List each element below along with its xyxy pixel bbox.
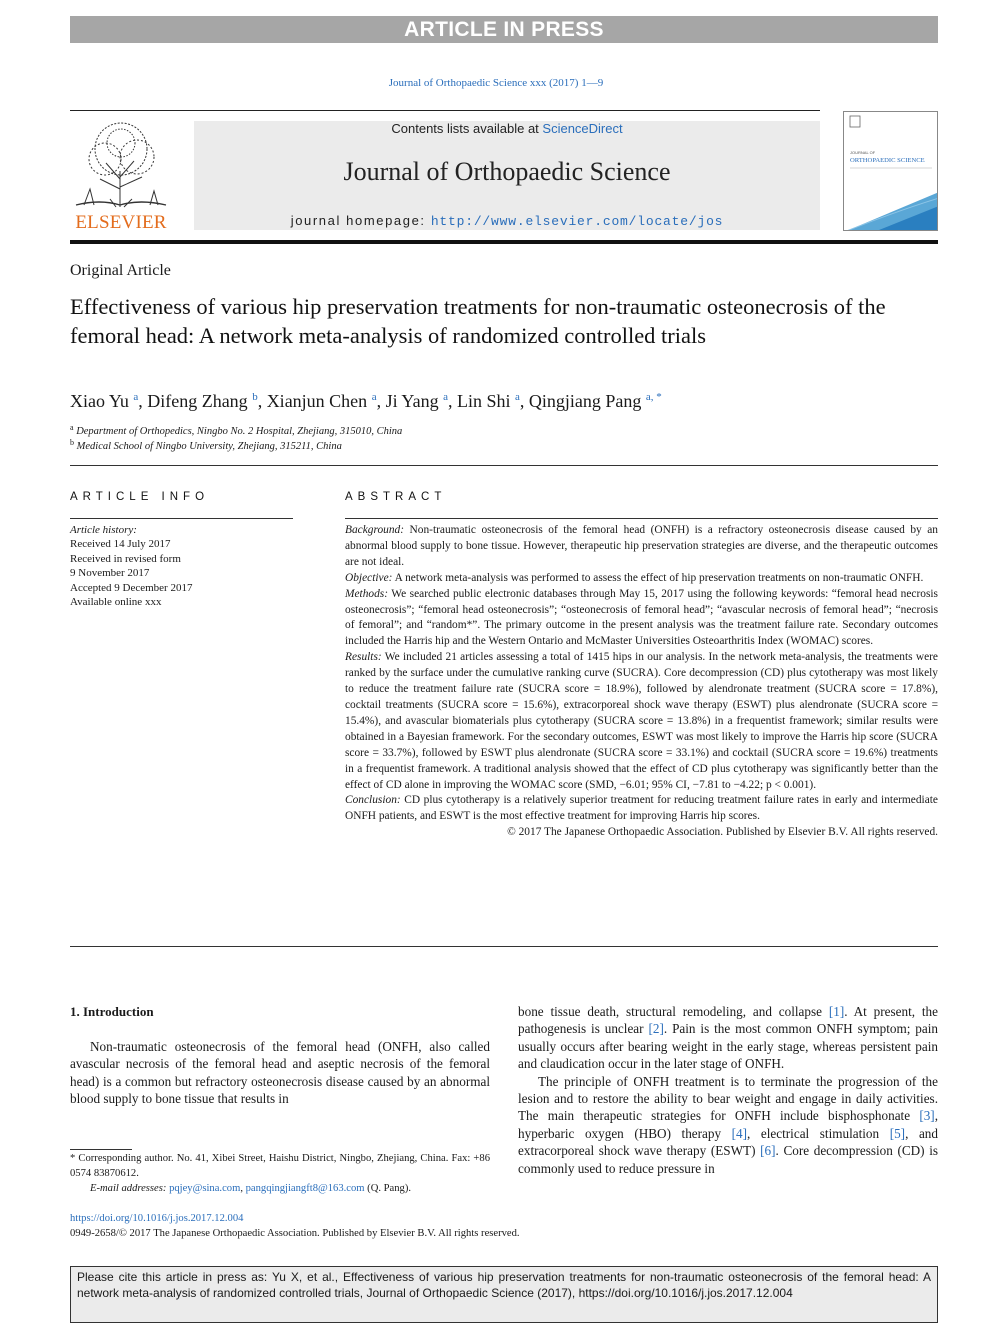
text-run: , hyperbaric oxygen (HBO) therapy bbox=[518, 1108, 938, 1141]
conclusion-text: CD plus cytotherapy is a relatively superior treatment for reducing treatment failure rates in early and intermediate ONFH patients, and ESWT is the most effective treatment for improving Harris hip scores. bbox=[345, 794, 938, 823]
email-link[interactable]: pangqingjiangft8@163.com bbox=[245, 1183, 365, 1194]
affiliation-text: Medical School of Ningbo University, Zhejiang, 315211, China bbox=[76, 441, 342, 452]
text-run: . Core decompression (CD) is commonly used to reduce pressure in bbox=[518, 1143, 939, 1176]
intro-paragraph: Non-traumatic osteonecrosis of the femoral head (ONFH, also called avascular necrosis of the femoral head and aseptic necrosis of the femoral head) is a common but refractory osteonecrosis disease caused by an abnormal blood supply to bone tissue that results in bbox=[70, 1039, 490, 1107]
abstract-heading: ABSTRACT bbox=[345, 491, 447, 503]
elsevier-wordmark: ELSEVIER bbox=[75, 212, 167, 233]
homepage-link[interactable]: http://www.elsevier.com/locate/jos bbox=[430, 214, 724, 229]
citation-link[interactable]: [6] bbox=[760, 1143, 776, 1159]
author-name[interactable]: Xiao Yu bbox=[70, 391, 129, 411]
methods-label: Methods: bbox=[345, 587, 389, 600]
abstract-methods bbox=[345, 587, 938, 651]
history-label: Article history: bbox=[70, 524, 137, 536]
footnote-rule bbox=[70, 1149, 132, 1150]
citation-link[interactable]: [5] bbox=[889, 1125, 906, 1141]
article-in-press-banner: ARTICLE IN PRESS bbox=[70, 16, 938, 43]
journal-masthead bbox=[194, 121, 820, 230]
citation-link[interactable]: [4] bbox=[731, 1125, 748, 1141]
author-affiliation-marker[interactable]: a bbox=[443, 391, 448, 403]
email-line: E-mail addresses: pqjey@sina.com, pangqingjiangft8@163.com (Q. Pang). bbox=[90, 1183, 412, 1194]
email-suffix: (Q. Pang). bbox=[364, 1183, 412, 1194]
article-type: Original Article bbox=[70, 262, 171, 279]
text-run: , electrical stimulation bbox=[747, 1125, 890, 1141]
results-label: Results: bbox=[345, 651, 382, 664]
citation-link[interactable]: [2] bbox=[648, 1021, 664, 1037]
author-affiliation-marker[interactable]: a bbox=[515, 391, 520, 403]
abstract-background bbox=[345, 523, 938, 571]
background-text: Non-traumatic osteonecrosis of the femoral head (ONFH) is a refractory osteonecrosis disease caused by an abnormal blood supply to bone tissue. However, therapeutic hip preservation strategies are diverse, and the therapeutic outcomes are not ideal. bbox=[345, 524, 938, 568]
homepage-line bbox=[194, 213, 820, 229]
citation-link[interactable]: [1] bbox=[828, 1004, 845, 1019]
email-link[interactable]: pqjey@sina.com bbox=[169, 1183, 241, 1194]
article-info-rule bbox=[70, 518, 293, 519]
abstract-divider bbox=[70, 946, 938, 947]
body-column-left bbox=[70, 1038, 490, 1108]
objective-text: A network meta-analysis was performed to assess the effect of hip preservation treatments on non-traumatic ONFH. bbox=[394, 571, 924, 584]
text-run: The principle of ONFH treatment is to terminate the progression of the lesion and to restore the ability to bear weight and engage in daily activities. The main therapeutic strategies for ONFH include bisphosphonate bbox=[518, 1073, 938, 1124]
homepage-prefix: journal homepage: bbox=[290, 213, 431, 228]
email-label: E-mail addresses: bbox=[90, 1183, 167, 1194]
author-affiliation-marker[interactable]: b bbox=[252, 391, 258, 403]
sciencedirect-link[interactable]: ScienceDirect bbox=[542, 121, 623, 136]
abstract-conclusion bbox=[345, 793, 938, 825]
section-heading-introduction: 1. Introduction bbox=[70, 1004, 154, 1019]
article-history bbox=[70, 523, 192, 609]
text-run: , and extracorporeal shock wave therapy (ESWT) bbox=[518, 1125, 938, 1159]
intro-paragraph-continued bbox=[518, 1003, 938, 1073]
history-line: 9 November 2017 bbox=[70, 567, 150, 580]
journal-name: Journal of Orthopaedic Science bbox=[343, 157, 671, 186]
author-name[interactable]: Ji Yang bbox=[385, 391, 439, 411]
abstract-body bbox=[345, 523, 938, 841]
corresponding-author-note: * Corresponding author. No. 41, Xibei Street, Haishu District, Ningbo, Zhejiang, China. Fax: +86 0574 83870612. bbox=[70, 1153, 490, 1179]
abstract-rule bbox=[345, 518, 938, 519]
article-title: Effectiveness of various hip preservation treatments for non-traumatic osteonecrosis of the femoral head: A network meta-analysis of randomized controlled trials bbox=[70, 294, 886, 348]
affiliation-marker: b bbox=[70, 438, 74, 447]
author-list: Xiao Yu $^a$, Difeng Zhang $^b$, Xianjun Chen $^a$, Ji Yang $^a$, Lin Shi $^a$, Qingjiang Pang $^{a, *}$ bbox=[70, 391, 662, 411]
text-run: . Pain is the most common ONFH symptom; pain usually occurs after bearing weight in the early stage, whereas persistent pain and claudication occur in the later stage of ONFH. bbox=[518, 1021, 938, 1072]
author-affiliation-marker[interactable]: a bbox=[133, 391, 139, 403]
author-name[interactable]: Qingjiang Pang bbox=[528, 391, 642, 411]
abstract-objective bbox=[345, 571, 938, 587]
masthead-bottom-rule bbox=[70, 240, 938, 244]
history-line: Accepted 9 December 2017 bbox=[70, 581, 193, 594]
author-affiliation-marker[interactable]: a bbox=[371, 391, 377, 403]
citation-link[interactable]: [3] bbox=[919, 1108, 935, 1124]
results-text: We included 21 articles assessing a total of 1415 hips in our analysis. In the network meta-analysis, the treatments were ranked by the surface under the cumulative ranking curve (SUCRA). Core decompression (CD) plus cytotherapy was most likely to reduce the treatment failure rate (SUCRA score = 18.9%), followed by alendronate treatment (SUCRA score = 17.8%), cocktail treatments (SUCRA score = 15.6%), extracorporeal shock wave therapy (ESWT) plus alendronate (SUCRA score = 15.4%), and avascular biomaterials plus cytotherapy (SUCRA score = 13.8%) in a frequentist framework; similar results were obtained in a Bayesian framework. For the secondary outcomes, ESWT was most likely to improve the Harris hip score (SUCRA score = 33.7%), followed by ESWT plus alendronate (SUCRA score = 33.1%) and cocktail (SUCRA score = 19.6%) treatments in a frequentist framework. A traditional analysis showed that the effect of CD plus cytotherapy was significantly better than the effect of CD alone in improving the WOMAC score (SMD, −6.01; 95% CI, −7.81 to −4.22; p < 0.001). bbox=[345, 651, 938, 791]
conclusion-label: Conclusion: bbox=[345, 794, 401, 807]
affiliation-b bbox=[70, 438, 342, 452]
background-label: Background: bbox=[345, 524, 405, 536]
cover-title-small: JOURNAL OF bbox=[850, 150, 876, 155]
affiliation-text: Department of Orthopedics, Ningbo No. 2 Hospital, Zhejiang, 315010, China bbox=[76, 426, 403, 437]
methods-text: We searched public electronic databases through May 15, 2017 using the following keywords: “femoral head necrosis osteonecrosis”; “femoral head osteonecrosis”; “osteonecrosis of femoral head”; “avascular necrosis of femoral head”; “necrosis of femoral”; and “random*”. The primary outcome in the present analysis was the treatment failure rate. Secondary outcomes included the Harris hip and the Western Ontario and McMaster Universities Osteoarthritis Index (WOMAC) scores. bbox=[345, 587, 938, 648]
text-run: bone tissue death, structural remodeling, and collapse bbox=[518, 1004, 829, 1019]
abstract-copyright: © 2017 The Japanese Orthopaedic Association. Published by Elsevier B.V. All rights reserved. bbox=[507, 826, 938, 839]
author-name[interactable]: Difeng Zhang bbox=[147, 391, 248, 411]
text-run: . At present, the pathogenesis is unclear bbox=[518, 1004, 938, 1037]
doi-block bbox=[70, 1211, 520, 1241]
history-line: Received in revised form bbox=[70, 552, 181, 565]
article-info-heading: ARTICLE INFO bbox=[70, 491, 210, 503]
masthead-top-rule bbox=[70, 110, 820, 111]
cover-art bbox=[844, 112, 938, 231]
issn-line: 0949-2658/© 2017 The Japanese Orthopaedic Association. Published by Elsevier B.V. All rights reserved. bbox=[70, 1228, 520, 1239]
contents-line bbox=[194, 121, 820, 137]
contents-prefix: Contents lists available at bbox=[391, 121, 543, 136]
cover-title-main: ORTHOPAEDIC SCIENCE bbox=[850, 157, 925, 164]
affiliation-marker: a bbox=[70, 423, 74, 432]
doi-link[interactable]: https://doi.org/10.1016/j.jos.2017.12.004 bbox=[70, 1213, 244, 1224]
journal-cover-thumbnail bbox=[843, 111, 938, 231]
author-name[interactable]: Xianjun Chen bbox=[266, 391, 368, 411]
body-column-right bbox=[518, 1003, 938, 1177]
footnotes bbox=[70, 1151, 490, 1196]
history-line: Available online xxx bbox=[70, 596, 162, 609]
journal-reference-link[interactable]: Journal of Orthopaedic Science xxx (2017) 1—9 bbox=[388, 77, 604, 89]
abstract-results bbox=[345, 650, 938, 793]
author-name[interactable]: Lin Shi bbox=[457, 391, 511, 411]
citation-box: Please cite this article in press as: Yu X, et al., Effectiveness of various hip preservation treatments for non-traumatic osteonecrosis of the femoral head: A network meta-analysis of randomized controlled trials, Journal of Orthopaedic Science (2017), https://doi.org/10.1016/j.jos.2017.12.004 bbox=[70, 1266, 938, 1323]
objective-label: Objective: bbox=[345, 571, 393, 584]
intro-paragraph bbox=[518, 1073, 938, 1177]
affiliation-a bbox=[70, 423, 402, 437]
author-affiliation-marker[interactable]: a, * bbox=[645, 391, 662, 403]
header-divider bbox=[70, 465, 938, 466]
history-line: Received 14 July 2017 bbox=[70, 538, 171, 551]
